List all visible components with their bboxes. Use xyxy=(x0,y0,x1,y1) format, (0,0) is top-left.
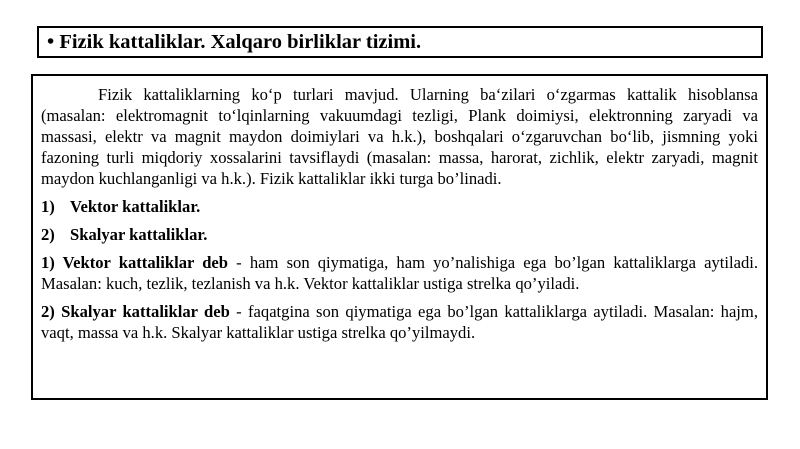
list-number: 1) xyxy=(41,197,55,216)
list-item-scalar xyxy=(41,224,758,245)
page-title: Fizik kattaliklar. Xalqaro birliklar tizimi. xyxy=(59,30,422,53)
list-label: Vektor kattaliklar. xyxy=(70,197,201,216)
definition-term: 1) Vektor kattaliklar deb xyxy=(41,253,229,272)
definition-scalar xyxy=(41,301,758,343)
bullet: • xyxy=(47,30,55,53)
intro-paragraph: Fizik kattaliklarning ko‘p turlari mavjud. Ularning ba‘zilari o‘zgarmas kattalik hisoblansa (masalan: elektromagnit to‘lqinlarning vakuumdagi tezligi, Plank doimiysi, elektronning zaryadi va massasi, elektr va magnit maydon doimiylari va h.k.), boshqalari o‘zgaruvchan bo‘lib, jismning yoki fazoning turli miqdoriy xossalarini tavsiflaydi (masalan: massa, harorat, zichlik, elektr zaryadi, magnit maydon kuchlanganligi va h.k.). Fizik kattaliklar ikki turga bo’linadi. xyxy=(41,85,758,188)
definition-text: - ham son qiymatiga, ham yo’nalishiga ega bo’lgan kattaliklarga aytiladi. Masalan: kuch, tezlik, tezlanish va h.k. Vektor kattaliklar ustiga strelka qo’yiladi. xyxy=(41,253,759,293)
list-label: Skalyar kattaliklar. xyxy=(70,225,208,244)
definition-vector xyxy=(41,252,758,294)
title-box xyxy=(37,26,763,58)
list-item-vector xyxy=(41,196,758,217)
definition-term: 2) Skalyar kattaliklar deb xyxy=(41,302,230,321)
list-number: 2) xyxy=(41,225,55,244)
content-box xyxy=(31,74,768,400)
definition-text: - faqatgina son qiymatiga ega bo’lgan kattaliklarga aytiladi. Masalan: hajm, vaqt, massa va h.k. Skalyar kattaliklar ustiga strelka qo’yilmaydi. xyxy=(41,302,758,342)
